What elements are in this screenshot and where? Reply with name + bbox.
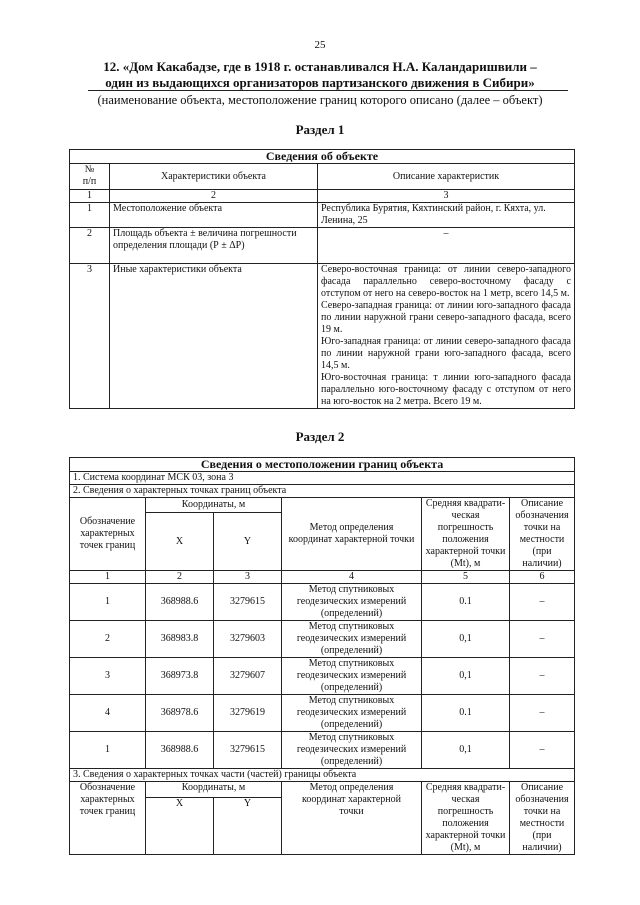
row-description: – <box>318 228 575 264</box>
row-characteristic: Площадь объекта ± величина погрешности определения площади (Р ± ΔР) <box>110 228 318 264</box>
table-row <box>70 695 575 732</box>
page-number: 25 <box>314 39 326 51</box>
point-method: Метод спутниковых геодезических измерений (определений) <box>282 658 422 695</box>
point-accuracy: 0,1 <box>422 732 510 769</box>
parts-subheading: 3. Сведения о характерных точках части (частей) границы объекта <box>70 769 575 782</box>
parts-header-y: Y <box>214 797 282 854</box>
column-number: 1 <box>70 571 146 584</box>
point-x: 368978.6 <box>146 695 214 732</box>
parts-header-point-designation: Обозначение характерных точек границ <box>70 782 146 855</box>
row-description: Республика Бурятия, Кяхтинский район, г. Кяхта, ул. Ленина, 25 <box>318 203 575 228</box>
header-x: X <box>146 513 214 571</box>
header-point-description: Описание обозначения точки на местности (при наличии) <box>510 498 575 571</box>
point-accuracy: 0.1 <box>422 584 510 621</box>
table-row <box>70 621 575 658</box>
table-row <box>70 584 575 621</box>
point-x: 368988.6 <box>146 732 214 769</box>
points-subheading: 2. Сведения о характерных точках границ объекта <box>70 485 575 498</box>
header-num: № п/п <box>70 164 110 190</box>
point-y: 3279615 <box>214 584 282 621</box>
row-characteristic: Местоположение объекта <box>110 203 318 228</box>
header-description: Описание характеристик <box>318 164 575 190</box>
header-y: Y <box>214 513 282 571</box>
point-method: Метод спутниковых геодезических измерений (определений) <box>282 584 422 621</box>
coordinate-system: 1. Система координат МСК 03, зона 3 <box>70 472 575 485</box>
point-id: 2 <box>70 621 146 658</box>
header-accuracy: Средняя квадрати- ческая погрешность положения характерной точки (Mt), м <box>422 498 510 571</box>
boundary-northwest: Северо-западная граница: от линии юго-западного фасада по линии наружной грани северо-западного фасада, всего 19 м. <box>321 300 571 335</box>
point-y: 3279603 <box>214 621 282 658</box>
title-caption: (наименование объекта, местоположение границ которого описано (далее – объект) <box>97 93 543 107</box>
table-row <box>70 732 575 769</box>
point-x: 368983.8 <box>146 621 214 658</box>
table-row <box>70 658 575 695</box>
row-num: 3 <box>70 264 110 409</box>
point-description: – <box>510 695 575 732</box>
section-2-heading: Раздел 2 <box>295 429 345 444</box>
point-x: 368988.6 <box>146 584 214 621</box>
point-method: Метод спутниковых геодезических измерений (определений) <box>282 621 422 658</box>
point-id: 3 <box>70 658 146 695</box>
column-number: 4 <box>282 571 422 584</box>
point-description: – <box>510 732 575 769</box>
column-number: 6 <box>510 571 575 584</box>
point-id: 1 <box>70 732 146 769</box>
point-x: 368973.8 <box>146 658 214 695</box>
point-id: 1 <box>70 584 146 621</box>
point-description: – <box>510 658 575 695</box>
header-characteristics: Характеристики объекта <box>110 164 318 190</box>
point-y: 3279619 <box>214 695 282 732</box>
point-id: 4 <box>70 695 146 732</box>
row-num: 2 <box>70 228 110 264</box>
title-line-1: 12. «Дом Какабадзе, где в 1918 г. останавливался Н.А. Каландаришвили – <box>103 59 537 74</box>
boundary-points-table-title: Сведения о местоположении границ объекта <box>70 458 575 472</box>
boundary-southeast: Юго-восточная граница: т линии юго-западного фасада параллельно юго-восточному фасаду с отступом от него на юго-восток на 2 метра. Всего 19 м. <box>321 372 571 407</box>
point-accuracy: 0,1 <box>422 621 510 658</box>
parts-header-accuracy: Средняя квадрати- ческая погрешность положения характерной точки (Mt), м <box>422 782 510 855</box>
point-description: – <box>510 621 575 658</box>
column-number: 5 <box>422 571 510 584</box>
parts-header-point-description: Описание обозначения точки на местности (при наличии) <box>510 782 575 855</box>
column-number: 2 <box>146 571 214 584</box>
point-method: Метод спутниковых геодезических измерений (определений) <box>282 732 422 769</box>
point-method: Метод спутниковых геодезических измерений (определений) <box>282 695 422 732</box>
table-row <box>70 228 575 264</box>
table-row <box>70 264 575 409</box>
table-row <box>70 203 575 228</box>
column-number: 3 <box>214 571 282 584</box>
parts-header-x: X <box>146 797 214 854</box>
object-info-table <box>69 149 575 409</box>
header-coordinates: Координаты, м <box>146 498 282 513</box>
parts-header-method: Метод определения координат характерной точки <box>282 782 422 855</box>
column-number: 3 <box>318 190 575 203</box>
point-description: – <box>510 584 575 621</box>
point-y: 3279615 <box>214 732 282 769</box>
boundary-northeast: Северо-восточная граница: от линии северо-западного фасада параллельно северо-восточному фасаду с отступом от него на северо-восток на 1 метр, всего 14,5 м. <box>321 264 571 299</box>
title-underline <box>88 90 568 91</box>
column-number: 1 <box>70 190 110 203</box>
column-number: 2 <box>110 190 318 203</box>
point-y: 3279607 <box>214 658 282 695</box>
object-info-table-title: Сведения об объекте <box>70 150 575 164</box>
point-accuracy: 0.1 <box>422 695 510 732</box>
title-line-2: один из выдающихся организаторов партизанского движения в Сибири» <box>105 75 535 90</box>
parts-header-coordinates: Координаты, м <box>146 782 282 798</box>
section-1-heading: Раздел 1 <box>295 122 345 137</box>
document-title <box>60 59 580 91</box>
header-method: Метод определения координат характерной точки <box>282 498 422 571</box>
boundary-southwest: Юго-западная граница: от линии северо-западного фасада по линии наружной грани юго-западного фасада, всего 14,5 м. <box>321 336 571 371</box>
header-point-designation: Обозначение характерных точек границ <box>70 498 146 571</box>
boundary-points-table <box>69 457 575 855</box>
row-characteristic: Иные характеристики объекта <box>110 264 318 409</box>
point-accuracy: 0,1 <box>422 658 510 695</box>
row-num: 1 <box>70 203 110 228</box>
row-description <box>318 264 575 409</box>
